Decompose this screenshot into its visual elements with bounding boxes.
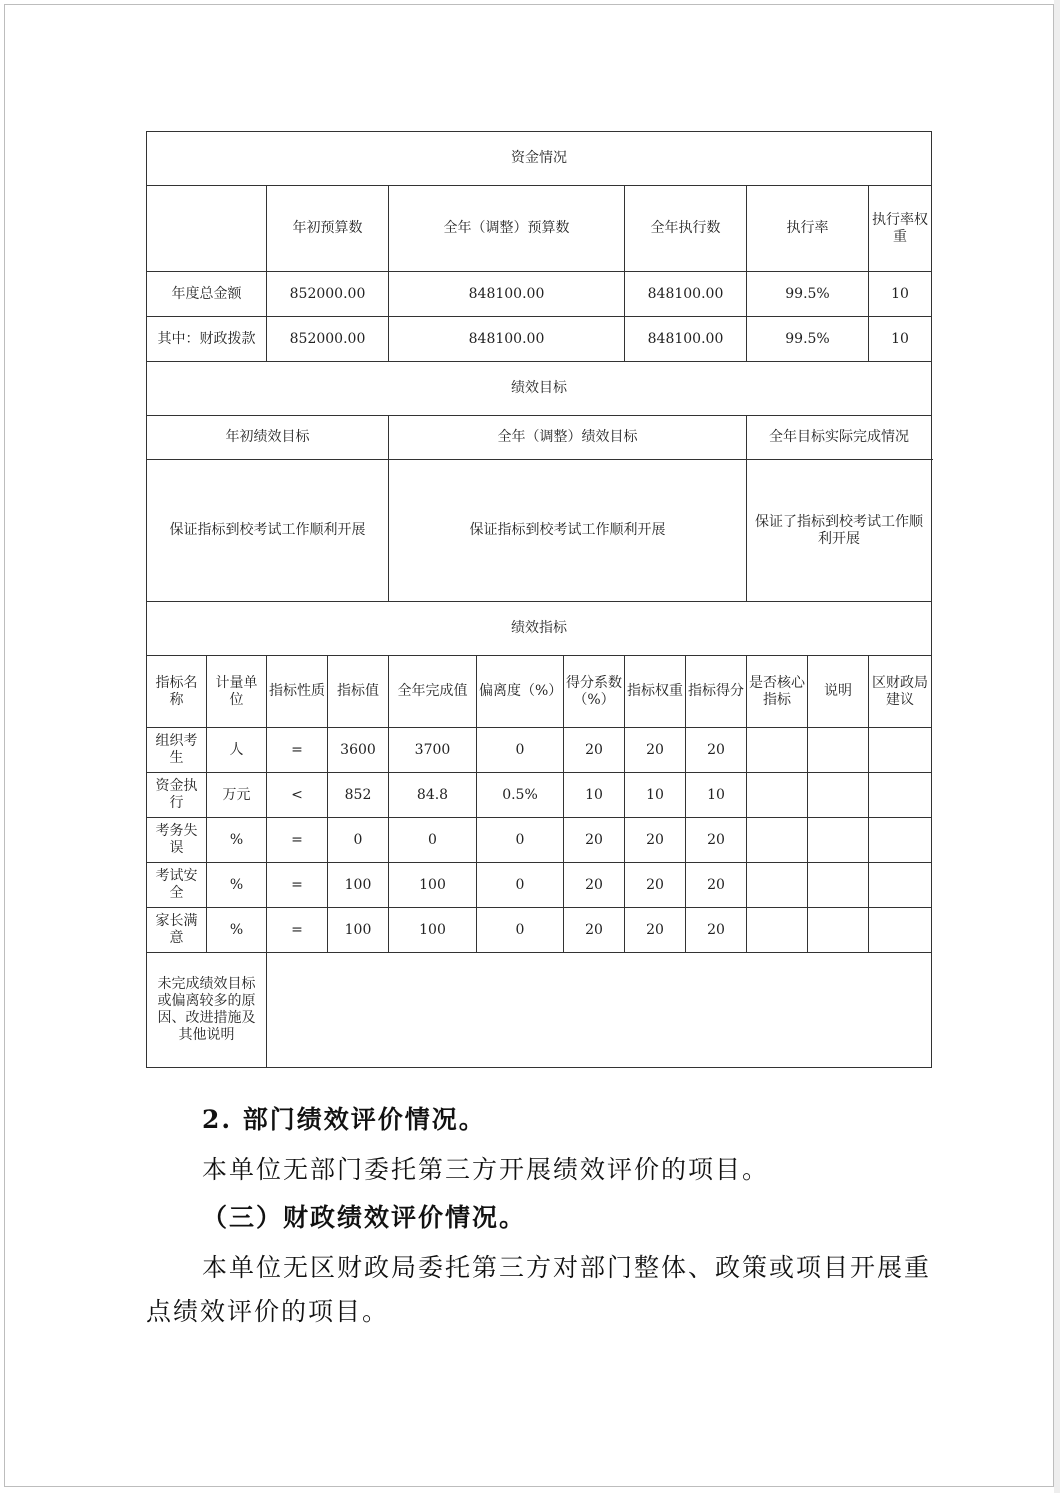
indicator-cell: 20 [564, 908, 625, 953]
indicator-cell: < [267, 773, 328, 818]
indicator-header: 是否核心指标 [747, 656, 808, 728]
indicator-cell: 20 [686, 908, 747, 953]
goals-initial-value: 保证指标到校考试工作顺利开展 [147, 460, 389, 602]
indicator-cell: 100 [328, 863, 389, 908]
table-row [147, 908, 932, 953]
indicator-cell: 人 [207, 728, 267, 773]
indicator-cell: 0 [477, 728, 564, 773]
funds-header-adjusted-budget: 全年（调整）预算数 [389, 186, 625, 272]
funds-cell: 99.5% [747, 317, 869, 362]
paragraph-department-evaluation: 本单位无部门委托第三方开展绩效评价的项目。 [202, 1155, 770, 1184]
indicator-header: 指标得分 [686, 656, 747, 728]
funds-cell: 848100.00 [625, 272, 747, 317]
table-row [147, 317, 932, 362]
indicator-cell: 考务失误 [147, 818, 207, 863]
indicator-cell: 0 [389, 818, 477, 863]
indicator-cell [747, 818, 808, 863]
indicator-cell [747, 863, 808, 908]
funds-cell: 852000.00 [267, 272, 389, 317]
indicator-cell [808, 908, 869, 953]
indicator-cell: 20 [686, 863, 747, 908]
indicator-cell: 0 [328, 818, 389, 863]
indicator-cell: 20 [625, 818, 686, 863]
goals-section-title: 绩效目标 [147, 362, 932, 416]
indicator-cell: = [267, 728, 328, 773]
indicator-cell: 10 [686, 773, 747, 818]
indicator-header: 说明 [808, 656, 869, 728]
indicator-header: 指标值 [328, 656, 389, 728]
goals-header-actual: 全年目标实际完成情况 [747, 416, 932, 460]
goals-actual-value: 保证了指标到校考试工作顺利开展 [747, 460, 932, 602]
indicator-cell [869, 863, 932, 908]
indicator-cell [808, 818, 869, 863]
table-row [147, 818, 932, 863]
indicator-header: 全年完成值 [389, 656, 477, 728]
indicator-cell: 3700 [389, 728, 477, 773]
indicator-cell: 100 [389, 863, 477, 908]
indicator-cell [808, 863, 869, 908]
indicator-cell: 20 [686, 818, 747, 863]
indicator-cell [747, 908, 808, 953]
indicator-header: 指标名称 [147, 656, 207, 728]
indicator-cell: 20 [686, 728, 747, 773]
indicator-header: 计量单位 [207, 656, 267, 728]
indicator-cell: 考试安全 [147, 863, 207, 908]
indicator-cell: 20 [625, 728, 686, 773]
funds-cell: 848100.00 [625, 317, 747, 362]
funds-cell: 852000.00 [267, 317, 389, 362]
indicator-cell [747, 773, 808, 818]
indicator-cell: 10 [564, 773, 625, 818]
goals-header-initial: 年初绩效目标 [147, 416, 389, 460]
indicator-cell: % [207, 818, 267, 863]
indicator-cell: 20 [625, 863, 686, 908]
indicator-cell: 组织考生 [147, 728, 207, 773]
indicator-cell: 100 [328, 908, 389, 953]
indicator-cell: 84.8 [389, 773, 477, 818]
indicator-cell: 家长满意 [147, 908, 207, 953]
indicator-cell: = [267, 863, 328, 908]
indicator-cell: % [207, 908, 267, 953]
indicator-cell [808, 728, 869, 773]
indicator-cell [869, 908, 932, 953]
indicator-header: 指标权重 [625, 656, 686, 728]
indicator-cell: 20 [564, 818, 625, 863]
funds-row-label: 年度总金额 [147, 272, 267, 317]
funds-header-rate-weight: 执行率权重 [869, 186, 932, 272]
funds-header-executed: 全年执行数 [625, 186, 747, 272]
table-row [147, 863, 932, 908]
indicator-cell: 万元 [207, 773, 267, 818]
indicator-cell: 0 [477, 818, 564, 863]
indicator-header: 区财政局建议 [869, 656, 932, 728]
page-edge-shadow [1054, 0, 1060, 1493]
funds-header-exec-rate: 执行率 [747, 186, 869, 272]
indicator-cell: 100 [389, 908, 477, 953]
indicator-cell: 20 [564, 728, 625, 773]
indicator-cell: 20 [625, 908, 686, 953]
indicator-cell: 3600 [328, 728, 389, 773]
table-row [147, 773, 932, 818]
indicator-cell: = [267, 908, 328, 953]
indicator-cell: 852 [328, 773, 389, 818]
section-heading-department-evaluation: 2. 部门绩效评价情况。 [202, 1105, 486, 1134]
funds-header-corner [147, 186, 267, 272]
funds-section-title: 资金情况 [147, 132, 932, 186]
indicator-cell: 0 [477, 908, 564, 953]
indicator-header: 得分系数（%） [564, 656, 625, 728]
goals-adjusted-value: 保证指标到校考试工作顺利开展 [389, 460, 747, 602]
indicator-cell [747, 728, 808, 773]
goals-header-adjusted: 全年（调整）绩效目标 [389, 416, 747, 460]
performance-table [146, 131, 932, 1068]
indicator-cell: 资金执行 [147, 773, 207, 818]
indicator-header: 指标性质 [267, 656, 328, 728]
funds-cell: 848100.00 [389, 272, 625, 317]
funds-row-label: 其中：财政拨款 [147, 317, 267, 362]
indicator-cell: % [207, 863, 267, 908]
remark-label: 未完成绩效目标或偏离较多的原因、改进措施及其他说明 [147, 953, 267, 1068]
section-heading-finance-evaluation: （三）财政绩效评价情况。 [202, 1203, 527, 1232]
indicator-cell: 20 [564, 863, 625, 908]
funds-header-initial-budget: 年初预算数 [267, 186, 389, 272]
table-row [147, 728, 932, 773]
funds-cell: 848100.00 [389, 317, 625, 362]
paragraph-finance-evaluation: 本单位无区财政局委托第三方对部门整体、政策或项目开展重点绩效评价的项目。 [146, 1253, 932, 1326]
funds-cell: 10 [869, 317, 932, 362]
indicator-cell: 10 [625, 773, 686, 818]
table-row [147, 272, 932, 317]
indicator-cell [869, 773, 932, 818]
funds-cell: 10 [869, 272, 932, 317]
remark-value [267, 953, 932, 1068]
indicator-cell: 0 [477, 863, 564, 908]
indicator-cell: 0.5% [477, 773, 564, 818]
indicator-cell [869, 728, 932, 773]
indicator-header: 偏离度（%） [477, 656, 564, 728]
indicator-cell [808, 773, 869, 818]
indicator-cell [869, 818, 932, 863]
indicator-cell: = [267, 818, 328, 863]
indicators-section-title: 绩效指标 [147, 602, 932, 656]
funds-cell: 99.5% [747, 272, 869, 317]
